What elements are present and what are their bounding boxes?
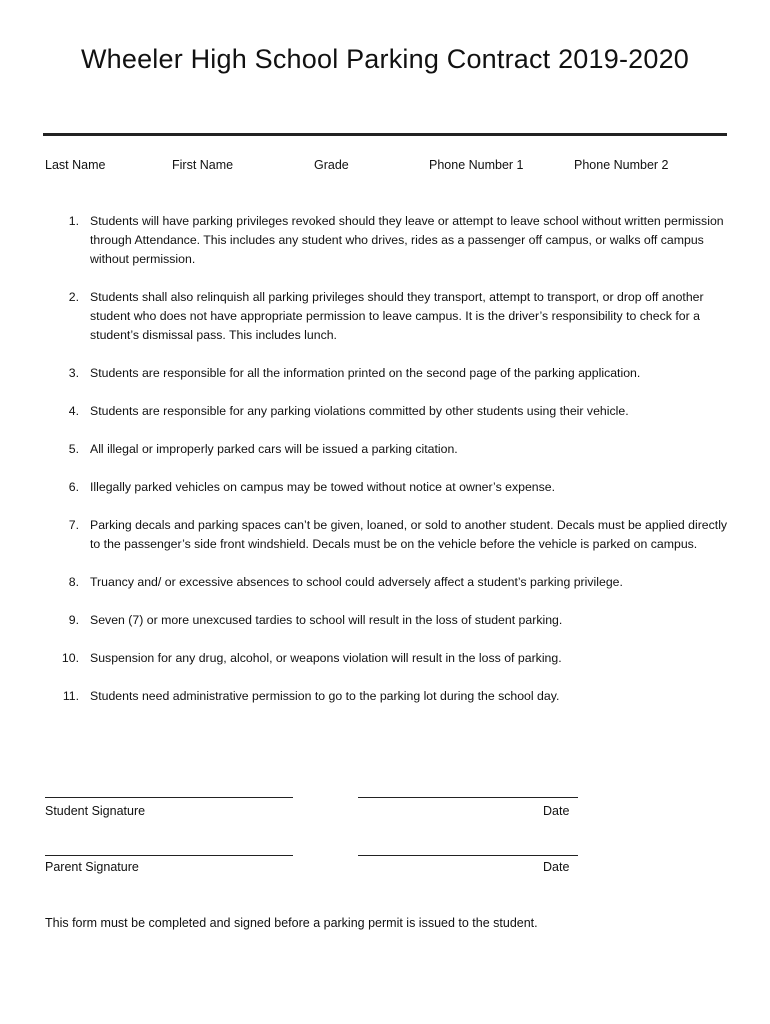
rule-text: All illegal or improperly parked cars will be issued a parking citation. [90,442,458,456]
rule-number: 5. [68,442,79,456]
rule-item [45,212,735,269]
parent-date-label: Date [543,860,570,874]
footer-note: This form must be completed and signed before a parking permit is issued to the student. [45,916,538,930]
rule-number: 10. [61,651,79,665]
student-signature-label: Student Signature [45,804,146,818]
last-name-label: Last Name [45,158,106,172]
rule-item [45,687,735,706]
rule-text: Illegally parked vehicles on campus may be towed without notice at owner’s expense. [90,480,556,494]
rule-item [45,288,735,345]
rule-item [45,402,735,421]
phone-number-1-label: Phone Number 1 [429,158,524,172]
rule-number: 8. [68,575,79,589]
phone-number-2-label: Phone Number 2 [574,158,669,172]
student-signature-line[interactable] [45,797,293,798]
rules-list [45,212,735,725]
rule-number: 11. [62,689,79,703]
rule-number: 9. [68,613,79,627]
rule-number: 4. [68,404,79,418]
rule-number: 1. [68,214,79,228]
parent-signature-label: Parent Signature [45,860,139,874]
rule-item [45,516,735,554]
header-divider [43,133,727,136]
rule-item [45,573,735,592]
rule-text: Students shall also relinquish all parking privileges should they transport, attempt to transport, or drop off another student who does not have appropriate permission to leave campus. It is the driver’s responsibility to check for a student’s dismissal pass. This includes lunch. [90,290,704,342]
rule-text: Students need administrative permission to go to the parking lot during the school day. [90,689,560,703]
rule-number: 6. [68,480,79,494]
student-date-line[interactable] [358,797,578,798]
rule-text: Parking decals and parking spaces can’t be given, loaned, or sold to another student. Decals must be applied directly to the passenger’s side front windshield. Decals must be on the vehicle before the vehicle is parked on campus. [90,518,728,551]
grade-label: Grade [314,158,349,172]
rule-text: Students will have parking privileges revoked should they leave or attempt to leave school without written permission through Attendance. This includes any student who drives, rides as a passenger off campus, or walks off campus without permission. [90,214,724,266]
parent-date-line[interactable] [358,855,578,856]
rule-item [45,611,735,630]
rule-text: Students are responsible for any parking violations committed by other students using their vehicle. [90,404,629,418]
rule-number: 2. [68,290,79,304]
rule-item [45,364,735,383]
parent-signature-line[interactable] [45,855,293,856]
rule-item [45,649,735,668]
rule-item [45,440,735,459]
rule-text: Suspension for any drug, alcohol, or weapons violation will result in the loss of parking. [90,651,562,665]
first-name-label: First Name [172,158,234,172]
rule-text: Seven (7) or more unexcused tardies to school will result in the loss of student parking. [90,613,563,627]
rule-number: 3. [68,366,79,380]
document-title: Wheeler High School Parking Contract 2019-2020 [80,44,690,74]
rule-text: Truancy and/ or excessive absences to school could adversely affect a student’s parking privilege. [90,575,623,589]
rule-number: 7. [68,518,79,532]
rule-item [45,478,735,497]
rule-text: Students are responsible for all the information printed on the second page of the parking application. [90,366,641,380]
student-date-label: Date [543,804,570,818]
